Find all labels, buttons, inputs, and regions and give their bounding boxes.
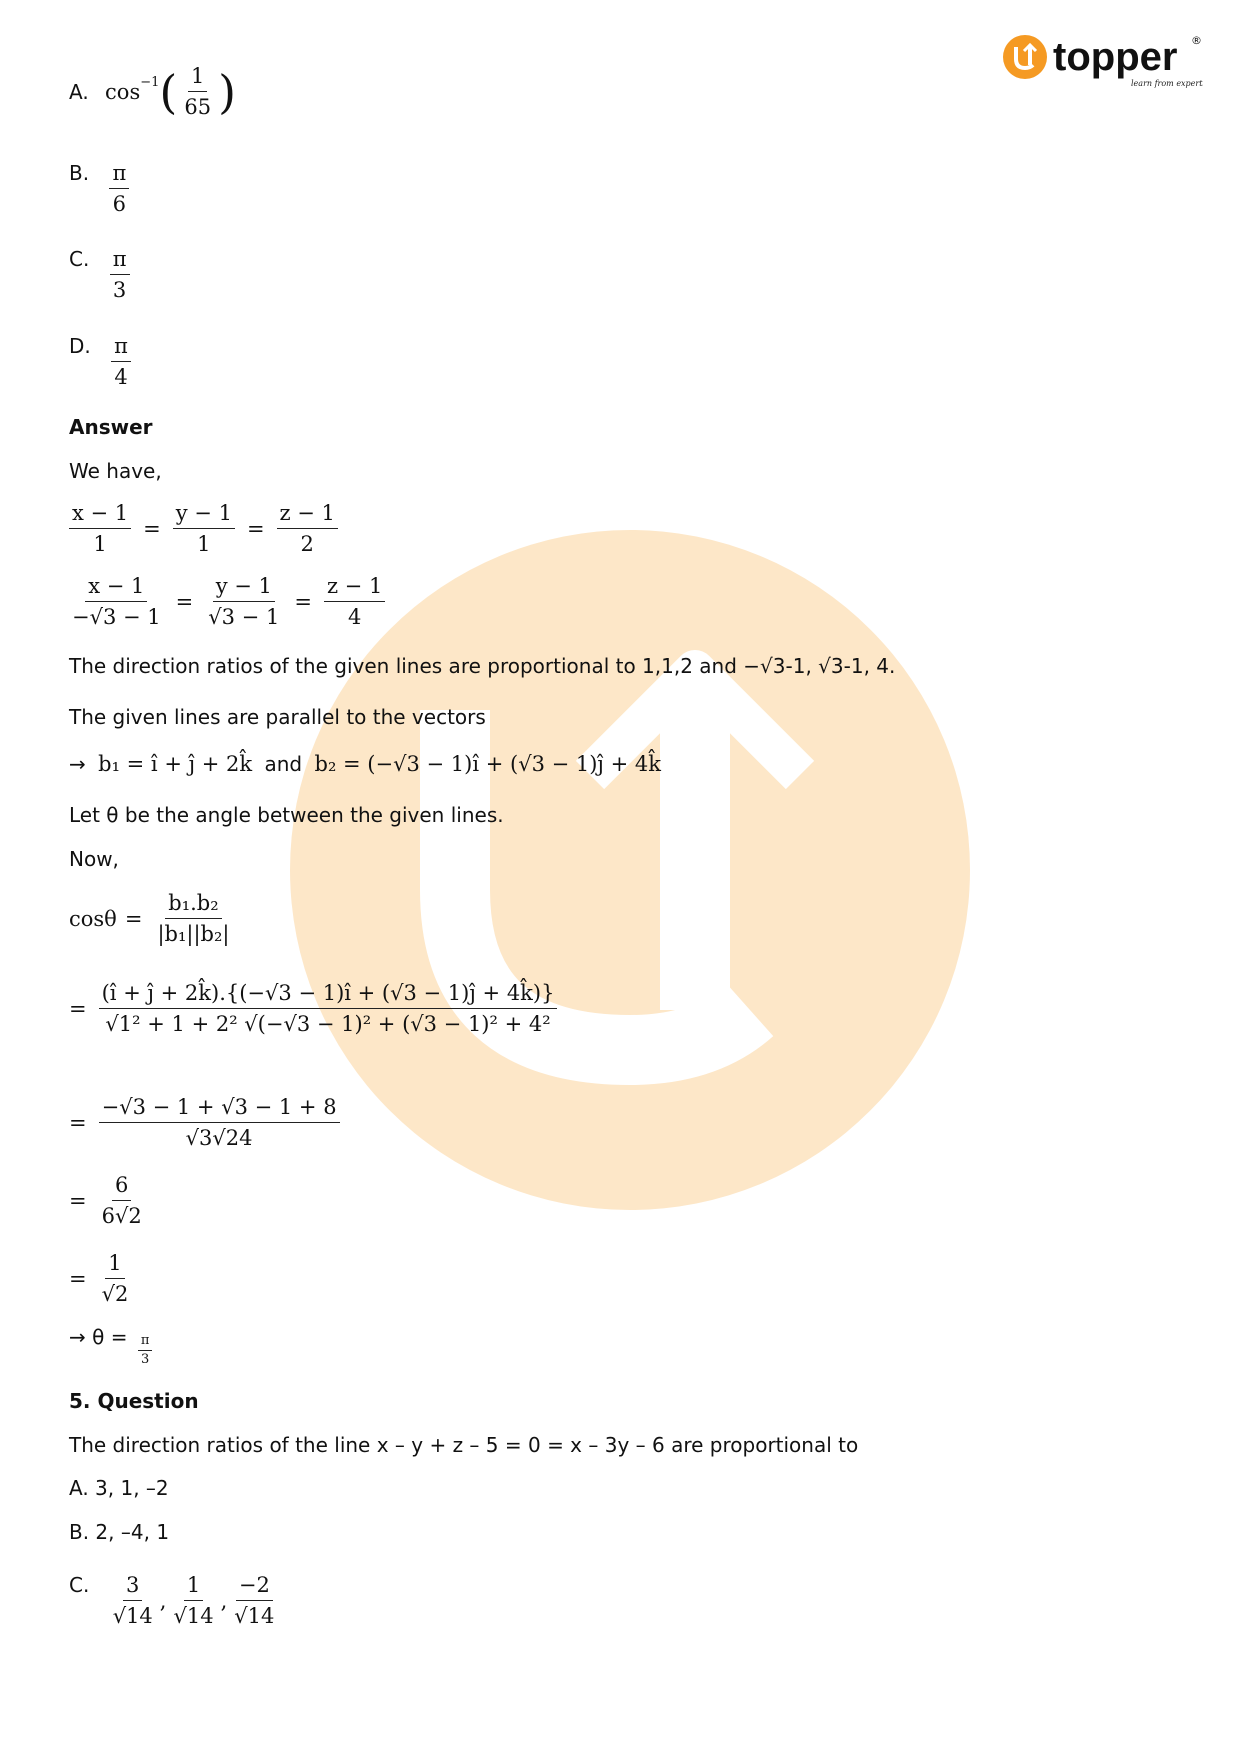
option-a: A. cos $^{-1}$ ( $\frac{1}{65}$ ) (69, 64, 237, 119)
topper-logo-icon (1003, 30, 1203, 94)
answer-heading: Answer (69, 415, 153, 439)
question-5-heading: 5. Question (69, 1389, 199, 1413)
question-5-option-c: C. $\frac{3}{√14}$ , $\frac{1}{√14}$ , $\frac{-2}{√14}$ (69, 1573, 275, 1628)
we-have-text: We have, (69, 459, 162, 483)
equation-2: $\frac{x - 1}{-√3 - 1}$ = $\frac{y - 1}{√3 - 1}$ = $\frac{z - 1}{4}$ (69, 573, 389, 630)
theta-definition-text: Let θ be the angle between the given lines. (69, 803, 504, 827)
option-b: B. $\frac{\pi}{6}$ (69, 160, 133, 217)
topper-logo (1003, 30, 1203, 94)
svg-text:®: ® (1191, 34, 1202, 47)
vectors-line: → b₁ = î + ĵ + 2k̂ and b₂ = (−√3 − 1)î + (√3 − 1)ĵ + 4k̂ (69, 752, 661, 776)
final-result: → θ = $\frac{\pi}{3}$ (69, 1325, 156, 1367)
option-d: D. $\frac{\pi}{4}$ (69, 333, 135, 390)
direction-ratios-text: The direction ratios of the given lines are proportional to 1,1,2 and −√3-1, √3-1, 4. (69, 654, 896, 678)
option-c: C. $\frac{\pi}{3}$ (69, 246, 134, 303)
vector-b2: b₂ = (−√3 − 1)î + (√3 − 1)ĵ + 4k̂ (314, 752, 661, 776)
svg-text:learn from experts: learn from experts (1131, 79, 1203, 88)
vector-b1: b₁ = î + ĵ + 2k̂ (98, 752, 253, 776)
topper-watermark-icon (290, 530, 970, 1210)
step-3: = $\frac{6}{6√2}$ (69, 1173, 142, 1228)
svg-text:topper: topper (1053, 35, 1178, 79)
step-2: = $\frac{-√3 - 1 + √3 - 1 + 8}{√3√24}$ (69, 1094, 344, 1151)
question-5-option-b: B. 2, –4, 1 (69, 1520, 170, 1544)
cos-theta-formula: cosθ = $\frac{\text{b₁.b₂}}{\text{|b₁||b₂|}}$ (69, 891, 230, 946)
step-1: = $\frac{(î + ĵ + 2k̂).\{(-√3 - 1)î + (√3 - 1)ĵ + 4k̂)\}}{\text{√1² + 1 + 2² √(−√3 − 1)² + (√3 − 1)² + 4²}}$ (69, 980, 561, 1037)
step-4: = $\frac{1}{√2}$ (69, 1251, 129, 1306)
equation-1: $\frac{x - 1}{1}$ = $\frac{y - 1}{1}$ = $\frac{z - 1}{2}$ (69, 500, 342, 557)
parallel-vectors-text: The given lines are parallel to the vectors (69, 705, 486, 729)
question-5-option-a: A. 3, 1, –2 (69, 1476, 169, 1500)
now-text: Now, (69, 847, 119, 871)
question-5-text: The direction ratios of the line x – y + z – 5 = 0 = x – 3y – 6 are proportional to (69, 1433, 859, 1457)
